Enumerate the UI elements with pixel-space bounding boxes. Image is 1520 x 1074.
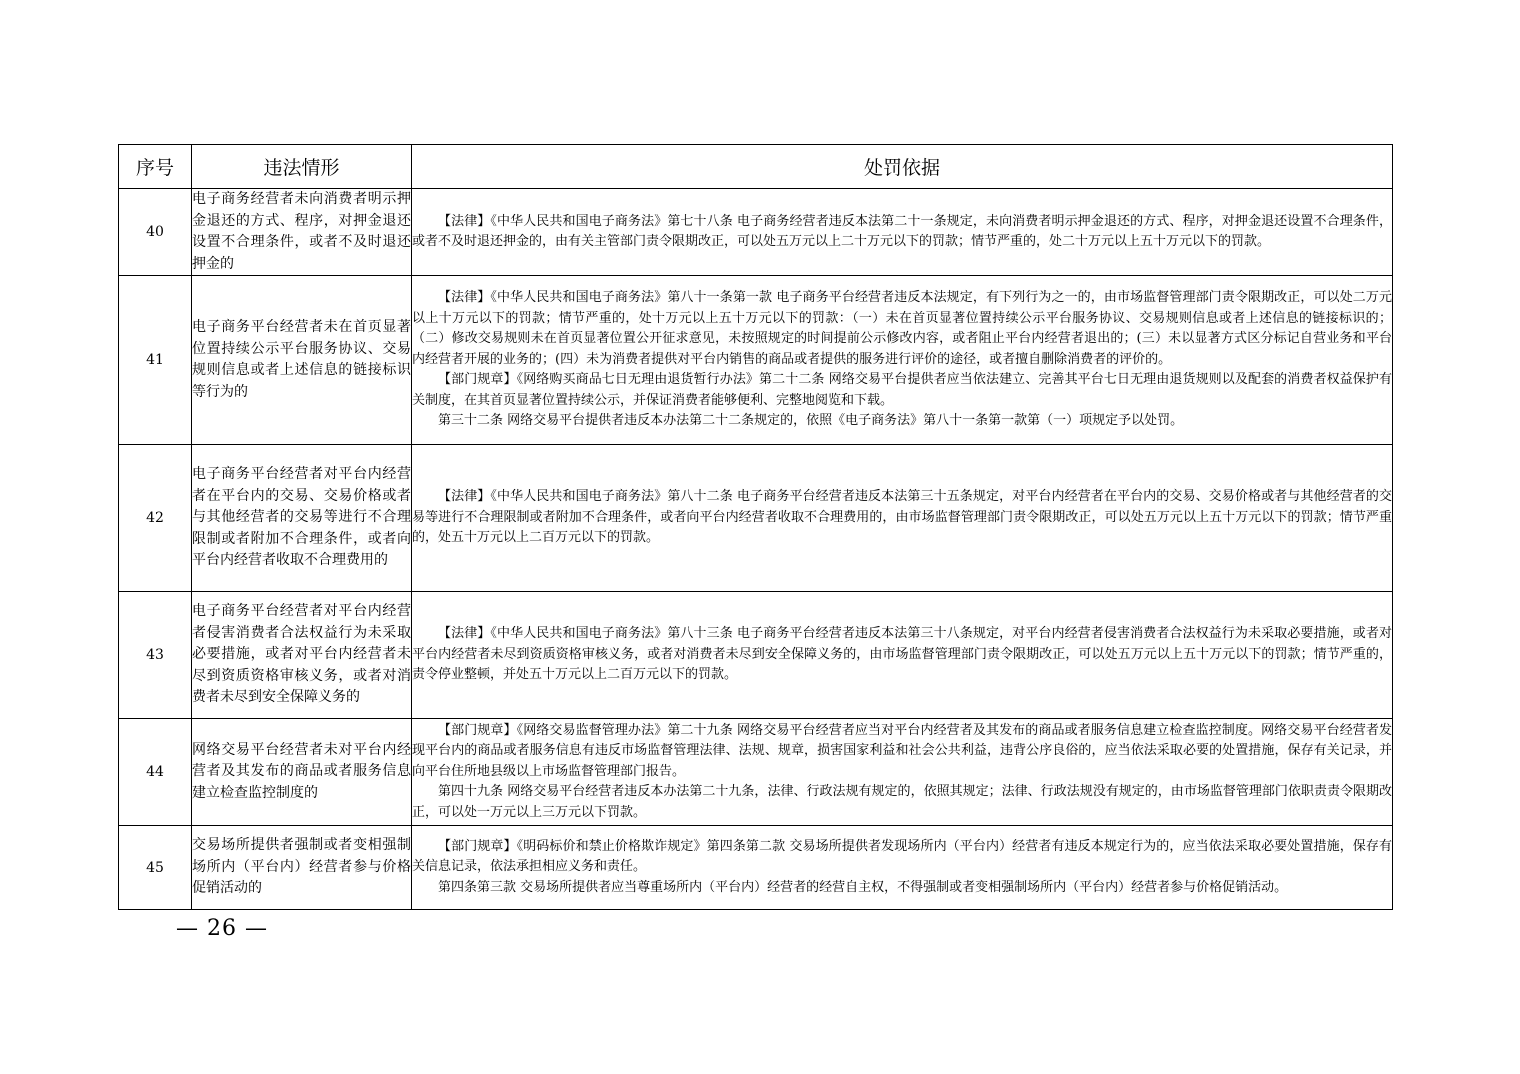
- table-row: [119, 719, 1393, 826]
- table-row: [119, 826, 1393, 910]
- basis-paragraph: 【法律】《中华人民共和国电子商务法》第七十八条 电子商务经营者违反本法第二十一条规定，未向消费者明示押金退还的方式、程序，对押金退还设置不合理条件，或者不及时退还押金的，由有关主管部门责令限期改正，可以处五万元以上二十万元以下的罚款；情节严重的，处二十万元以上五十万元以下的罚款。: [412, 213, 1392, 249]
- row-index: 42: [119, 445, 192, 592]
- basis-paragraph: 【部门规章】《明码标价和禁止价格欺诈规定》第四条第二款 交易场所提供者发现场所内（平台内）经营者有违反本规定行为的，应当依法采取必要处置措施，保存有关信息记录，依法承担相应义务和责任。: [412, 838, 1392, 875]
- row-basis: [412, 276, 1393, 445]
- table-row: [119, 276, 1393, 445]
- row-index: 44: [119, 719, 192, 826]
- table-row: [119, 445, 1393, 592]
- row-basis: [412, 719, 1393, 826]
- basis-paragraph: 第四条第三款 交易场所提供者应当尊重场所内（平台内）经营者的经营自主权，不得强制或者变相强制场所内（平台内）经营者参与价格促销活动。: [438, 879, 1288, 895]
- basis-paragraph: 【法律】《中华人民共和国电子商务法》第八十二条 电子商务平台经营者违反本法第三十五条规定，对平台内经营者在平台内的交易、交易价格或者与其他经营者的交易等进行不合理限制或者附加不合理条件，或者向平台内经营者收取不合理费用的，由市场监督管理部门责令限期改正，可以处五万元以上五十万元以下的罚款；情节严重的，处五十万元以上二百万元以下的罚款。: [412, 489, 1392, 546]
- row-basis: [412, 445, 1393, 592]
- basis-paragraph: 【部门规章】《网络购买商品七日无理由退货暂行办法》第二十二条 网络交易平台提供者应当依法建立、完善其平台七日无理由退货规则以及配套的消费者权益保护有关制度，在其首页显著位置持续公示，并保证消费者能够便利、完整地阅览和下载。: [412, 372, 1392, 408]
- basis-paragraph: 【法律】《中华人民共和国电子商务法》第八十三条 电子商务平台经营者违反本法第三十八条规定，对平台内经营者侵害消费者合法权益行为未采取必要措施，或者对平台内经营者未尽到资质资格审核义务，或者对消费者未尽到安全保障义务的，由市场监督管理部门责令限期改正，可以处五万元以上五十万元以下的罚款；情节严重的，责令停业整顿，并处五十万元以上二百万元以下的罚款。: [412, 626, 1392, 683]
- row-basis: [412, 189, 1393, 276]
- row-violation: 电子商务平台经营者对平台内经营者在平台内的交易、交易价格或者与其他经营者的交易等进行不合理限制或者附加不合理条件，或者向平台内经营者收取不合理费用的: [192, 445, 412, 592]
- basis-paragraph: 第三十二条 网络交易平台提供者违反本办法第二十二条规定的，依照《电子商务法》第八十一条第一款第（一）项规定予以处罚。: [438, 413, 1184, 429]
- table-header-row: [119, 145, 1393, 189]
- row-index: 45: [119, 826, 192, 910]
- row-index: 40: [119, 189, 192, 276]
- row-basis: [412, 826, 1393, 910]
- table-row: [119, 592, 1393, 719]
- header-basis: 处罚依据: [412, 145, 1393, 189]
- row-basis: [412, 592, 1393, 719]
- penalty-table: [118, 144, 1393, 910]
- row-violation: 电子商务平台经营者对平台内经营者侵害消费者合法权益行为未采取必要措施，或者对平台内经营者未尽到资质资格审核义务，或者对消费者未尽到安全保障义务的: [192, 592, 412, 719]
- row-violation: 网络交易平台经营者未对平台内经营者及其发布的商品或者服务信息建立检查监控制度的: [192, 719, 412, 826]
- row-violation: 交易场所提供者强制或者变相强制场所内（平台内）经营者参与价格促销活动的: [192, 826, 412, 910]
- basis-paragraph: 【法律】《中华人民共和国电子商务法》第八十一条第一款 电子商务平台经营者违反本法规定，有下列行为之一的，由市场监督管理部门责令限期改正，可以处二万元以上十万元以下的罚款；情节严重的，处十万元以上五十万元以下的罚款：（一）未在首页显著位置持续公示平台服务协议、交易规则信息或者上述信息的链接标识的；（二）修改交易规则未在首页显著位置公开征求意见，未按照规定的时间提前公示修改内容，或者阻止平台内经营者退出的；(三）未以显著方式区分标记自营业务和平台内经营者开展的业务的；(四）未为消费者提供对平台内销售的商品或者提供的服务进行评价的途径，或者擅自删除消费者的评价的。: [412, 290, 1392, 367]
- row-index: 41: [119, 276, 192, 445]
- header-violation: 违法情形: [192, 145, 412, 189]
- basis-paragraph: 第四十九条 网络交易平台经营者违反本办法第二十九条，法律、行政法规有规定的，依照其规定；法律、行政法规没有规定的，由市场监督管理部门依职责责令限期改正，可以处一万元以上三万元以下罚款。: [412, 784, 1392, 820]
- page-number: — 26 —: [176, 916, 268, 941]
- row-violation: 电子商务平台经营者未在首页显著位置持续公示平台服务协议、交易规则信息或者上述信息的链接标识等行为的: [192, 276, 412, 445]
- header-index: 序号: [119, 145, 192, 189]
- row-violation: 电子商务经营者未向消费者明示押金退还的方式、程序，对押金退还设置不合理条件，或者不及时退还押金的: [192, 189, 412, 276]
- table-row: [119, 189, 1393, 276]
- row-index: 43: [119, 592, 192, 719]
- basis-paragraph: 【部门规章】《网络交易监督管理办法》第二十九条 网络交易平台经营者应当对平台内经营者及其发布的商品或者服务信息建立检查监控制度。网络交易平台经营者发现平台内的商品或者服务信息有违反市场监督管理法律、法规、规章，损害国家利益和社会公共利益，违背公序良俗的，应当依法采取必要的处置措施，保存有关记录，并向平台住所地县级以上市场监督管理部门报告。: [412, 722, 1392, 779]
